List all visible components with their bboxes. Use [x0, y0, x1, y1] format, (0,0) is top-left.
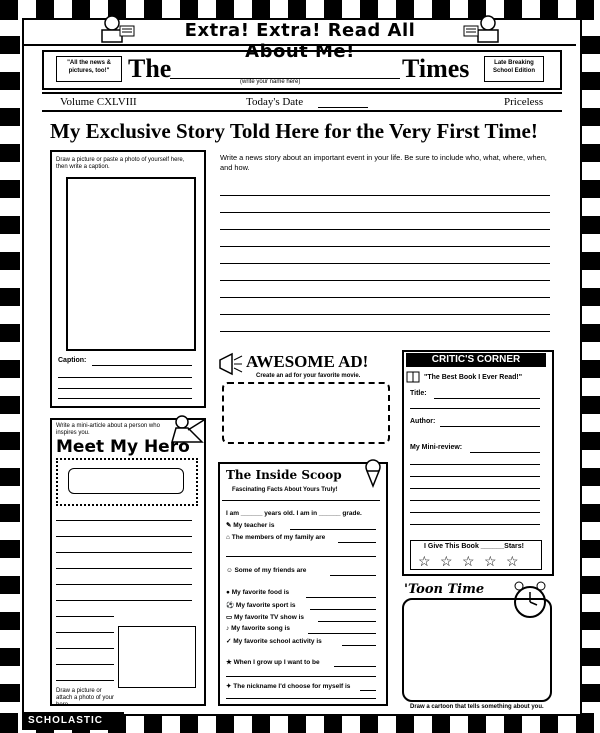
scoop-item-friends: ☺ Some of my friends are: [226, 567, 307, 574]
scoop-line-food[interactable]: [306, 597, 376, 598]
price-label: Priceless: [504, 96, 544, 108]
scoop-line-nickname-2[interactable]: [226, 698, 376, 699]
checker-border-left: [0, 0, 20, 733]
scoop-item-food-label: My favorite food is: [231, 589, 290, 596]
story-line[interactable]: [220, 297, 550, 298]
critic-author-line[interactable]: [440, 426, 540, 427]
hero-line[interactable]: [56, 552, 192, 553]
caption-line-3[interactable]: [58, 388, 192, 389]
scoop-line-teacher[interactable]: [290, 529, 376, 530]
news-slogan-box: "All the news & pictures, too!": [56, 56, 122, 82]
scoop-line-nickname[interactable]: [360, 690, 376, 691]
page-title: Extra! Extra! Read All About Me!: [184, 20, 416, 62]
scoop-item-grow-up-label: When I grow up I want to be: [233, 659, 320, 666]
scoop-line-grow-up-2[interactable]: [226, 676, 376, 677]
caption-label: Caption:: [58, 357, 87, 364]
scoop-line-grow-up[interactable]: [334, 666, 376, 667]
critic-title-line-2[interactable]: [410, 408, 540, 409]
ad-box[interactable]: [222, 382, 390, 444]
critic-title-label: Title:: [410, 390, 427, 397]
review-line[interactable]: [410, 512, 540, 513]
header-divider: [24, 44, 576, 46]
scoop-line-friends[interactable]: [330, 575, 376, 576]
toon-box[interactable]: [402, 598, 552, 702]
toon-note: Draw a cartoon that tells something about you.: [410, 704, 544, 710]
star-icon[interactable]: ☆: [484, 553, 497, 569]
review-line[interactable]: [410, 464, 540, 465]
ice-cream-icon: [362, 458, 384, 488]
scoop-line-family[interactable]: [338, 542, 376, 543]
name-hint: (write your name here): [240, 79, 301, 85]
caption-line-2[interactable]: [58, 377, 192, 378]
date-line[interactable]: [318, 107, 368, 108]
scoop-line-family-2[interactable]: [226, 556, 376, 557]
date-label: Today's Date: [246, 96, 304, 108]
hero-name-box[interactable]: [68, 468, 184, 494]
caption-line-4[interactable]: [58, 398, 192, 399]
scoop-item-song: ♪ My favorite song is: [226, 625, 290, 632]
headline: My Exclusive Story Told Here for the Very First Time!: [50, 119, 538, 143]
review-line[interactable]: [410, 476, 540, 477]
scoop-item-family: ⌂ The members of my family are: [226, 534, 326, 541]
critic-author-label: Author:: [410, 418, 436, 425]
edition-box: Late Breaking School Edition: [484, 56, 544, 82]
scoop-line-tv[interactable]: [318, 621, 376, 622]
scoop-item-tv-label: My favorite TV show is: [233, 614, 305, 621]
scoop-item-sport-label: My favorite sport is: [235, 602, 296, 609]
scoop-line-song[interactable]: [308, 633, 376, 634]
scoop-subtitle: Fascinating Facts About Yours Truly!: [232, 487, 338, 493]
story-line[interactable]: [220, 331, 550, 332]
scoop-panel: [218, 462, 388, 706]
scoop-divider: [222, 500, 380, 501]
volume-label: Volume CXLVIII: [60, 96, 137, 108]
story-line[interactable]: [220, 263, 550, 264]
book-icon: [406, 370, 420, 384]
scoop-line-sport[interactable]: [310, 609, 376, 610]
star-icon[interactable]: ☆: [506, 553, 519, 569]
hero-line[interactable]: [56, 584, 192, 585]
story-line[interactable]: [220, 314, 550, 315]
hero-instructions: Write a mini-article about a person who inspires you.: [56, 423, 160, 436]
scholastic-logo: SCHOLASTIC: [28, 715, 103, 726]
review-line[interactable]: [410, 488, 540, 489]
scoop-item-tv: ▭ My favorite TV show is: [226, 614, 305, 621]
hero-picture-note: Draw a picture or attach a photo of your hero.: [56, 688, 115, 708]
caption-line-1[interactable]: [92, 365, 192, 366]
scoop-item-teacher: ✎ My teacher is: [226, 522, 275, 529]
photo-frame[interactable]: [66, 177, 196, 351]
masthead-times: Times: [402, 54, 470, 83]
story-line[interactable]: [220, 229, 550, 230]
hero-line[interactable]: [56, 600, 192, 601]
review-line[interactable]: [470, 452, 540, 453]
hero-title: Meet My Hero: [56, 437, 190, 457]
photo-instructions: Draw a picture or paste a photo of yourself here, then write a caption.: [56, 157, 185, 170]
checker-border-right: [580, 0, 600, 733]
ad-title: AWESOME AD!: [246, 352, 369, 371]
hero-line[interactable]: [56, 680, 114, 681]
scoop-title: The Inside Scoop: [226, 468, 342, 482]
hero-line[interactable]: [56, 632, 114, 633]
review-line[interactable]: [410, 500, 540, 501]
checker-border-top: [0, 0, 600, 20]
masthead-the: The: [128, 54, 172, 83]
scoop-line-activity[interactable]: [342, 645, 376, 646]
critic-subtitle: "The Best Book I Ever Read!": [424, 374, 523, 381]
ad-subtitle: Create an ad for your favorite movie.: [256, 373, 361, 379]
scoop-item-teacher-label: My teacher is: [233, 522, 275, 529]
story-line[interactable]: [220, 195, 550, 196]
scoop-item-nickname: ✦ The nickname I'd choose for myself is: [226, 683, 351, 690]
critic-review-label: My Mini-review:: [410, 444, 463, 451]
critic-title-line[interactable]: [434, 398, 540, 399]
hero-line[interactable]: [56, 536, 192, 537]
hero-line[interactable]: [56, 664, 114, 665]
scoop-item-sport: ⚽ My favorite sport is: [226, 602, 296, 609]
toon-title: 'Toon Time: [404, 582, 485, 597]
newsboy-left-illustration: [92, 14, 138, 44]
rating-label: I Give This Book ______Stars!: [424, 543, 524, 550]
star-icon[interactable]: ☆: [440, 553, 453, 569]
volume-rule-top: [42, 92, 562, 94]
scoop-item-activity-label: My favorite school activity is: [233, 638, 322, 645]
scoop-item-friends-label: Some of my friends are: [234, 567, 307, 574]
star-icon[interactable]: ☆: [462, 553, 475, 569]
hero-line[interactable]: [56, 648, 114, 649]
story-line[interactable]: [220, 212, 550, 213]
scoop-item-activity: ✓ My favorite school activity is: [226, 638, 322, 645]
scoop-item-grow-up: ★ When I grow up I want to be: [226, 659, 320, 666]
star-icon[interactable]: ☆: [418, 553, 431, 569]
hero-line[interactable]: [56, 520, 192, 521]
hero-picture-box[interactable]: [118, 626, 196, 688]
scoop-item-food: ● My favorite food is: [226, 589, 290, 596]
story-line[interactable]: [220, 246, 550, 247]
newsboy-right-illustration: [462, 14, 508, 44]
hero-line[interactable]: [56, 568, 192, 569]
megaphone-icon: [218, 352, 244, 376]
volume-rule-bottom: [42, 110, 562, 112]
scoop-item-nickname-label: The nickname I'd choose for myself is: [233, 683, 351, 690]
critic-title: CRITIC'S CORNER: [431, 354, 521, 365]
story-instructions: Write a news story about an important event in your life. Be sure to include who, what, where, when, and how.: [220, 153, 547, 172]
scoop-item-song-label: My favorite song is: [231, 625, 290, 632]
hero-line[interactable]: [56, 616, 114, 617]
story-line[interactable]: [220, 280, 550, 281]
scoop-item-age-grade: I am ______ years old. I am in ______ grade.: [226, 510, 362, 517]
scoop-item-family-label: The members of my family are: [231, 534, 326, 541]
review-line[interactable]: [410, 524, 540, 525]
